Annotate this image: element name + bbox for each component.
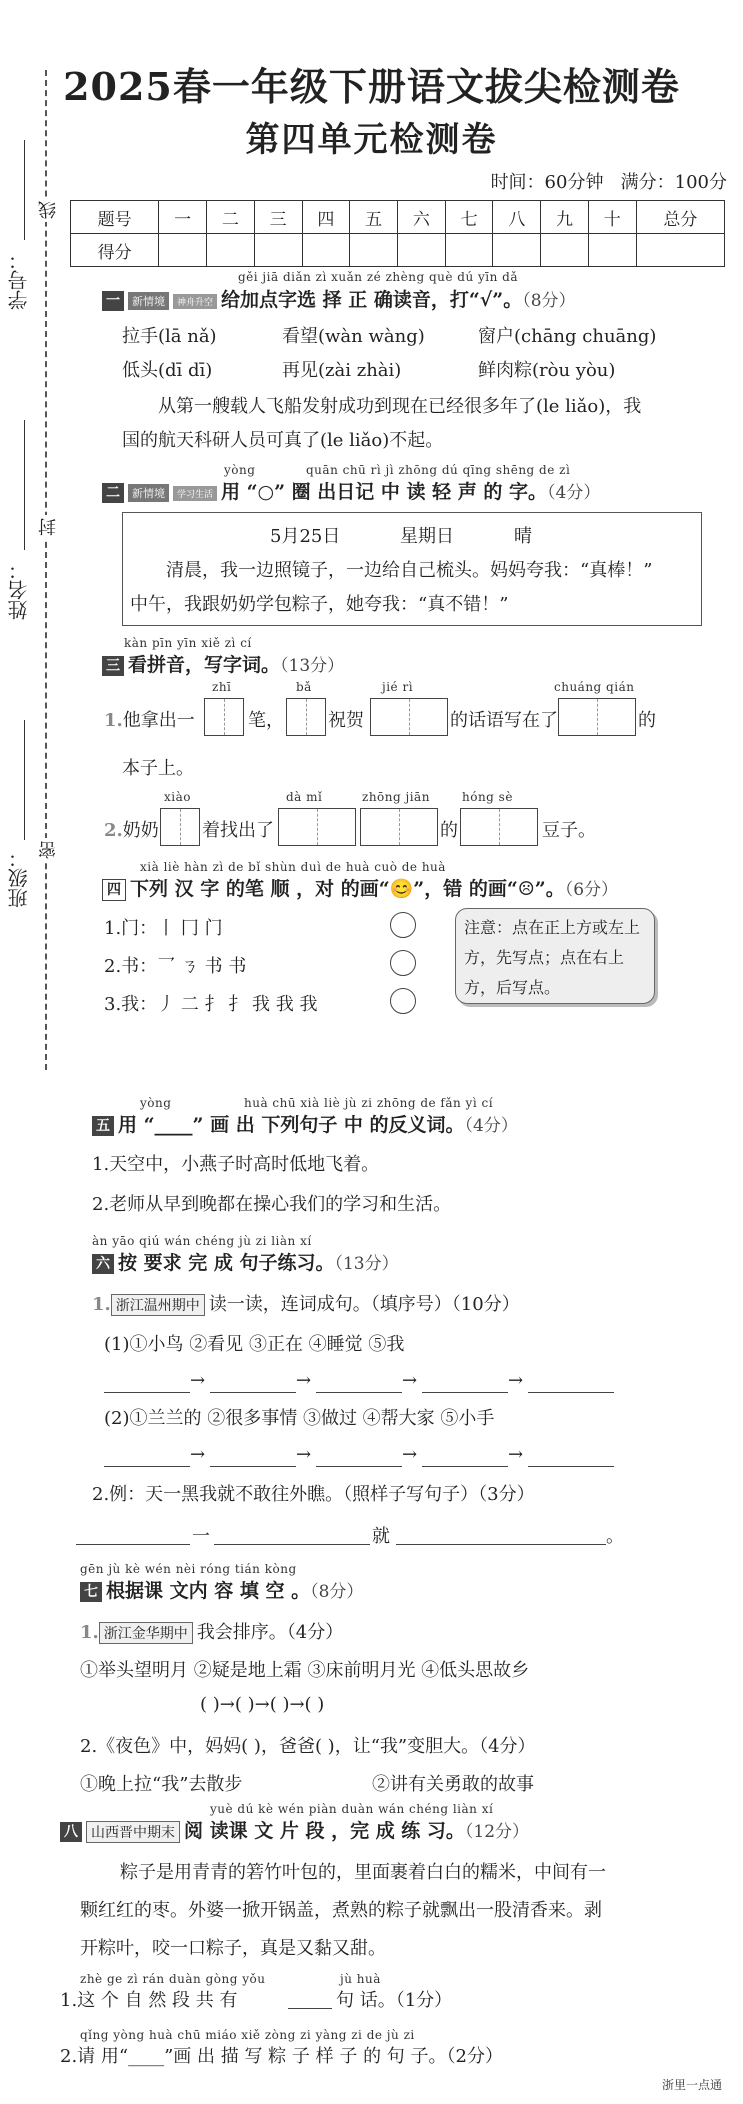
source-tag: 山西晋中期末 xyxy=(86,1821,180,1843)
sec1-pinyin: gěi jiā diǎn zì xuǎn zé zhèng què dú yīn dǎ xyxy=(238,270,519,284)
score-input-cell[interactable] xyxy=(541,234,589,267)
sec1-item: 窗户(chāng chuāng) xyxy=(478,326,657,347)
sec8-pinyin: yuè dú kè wén piàn duàn wán chéng liàn xí xyxy=(210,1802,494,1816)
answer-blank[interactable] xyxy=(210,1392,296,1393)
sec6-heading xyxy=(92,1248,399,1275)
score-table-cell: 五 xyxy=(350,201,398,234)
name-blank[interactable] xyxy=(24,420,25,550)
sec1-item: 再见(zài zhài) xyxy=(282,360,402,381)
sec3-pinyin: kàn pīn yīn xiě zì cí xyxy=(124,636,252,650)
diary-weather: 晴 xyxy=(514,526,532,547)
question-number: 1. xyxy=(104,710,123,731)
source-tag: 浙江温州期中 xyxy=(111,1294,205,1316)
name-label: 姓名： xyxy=(7,560,31,620)
score-table-cell: 题号 xyxy=(71,201,159,234)
sec1-brand: 新情境 xyxy=(128,292,169,310)
sec8-q1-pinyin: zhè ge zì rán duàn gòng yǒu xyxy=(80,1972,266,1986)
sec5-sentence[interactable]: 2.老师从早到晚都在操心我们的学习和生活。 xyxy=(92,1194,452,1215)
sec1-paragraph: 从第一艘载人飞船发射成功到现在已经很多年了(le liǎo)，我 xyxy=(158,396,642,417)
sec1-brand-sub: 神舟升空 xyxy=(173,294,217,309)
sec6-q2: 2.例：天一黑我就不敢往外瞧。（照样子写句子）（3分） xyxy=(92,1484,535,1505)
full-score: 满分：100分 xyxy=(620,172,727,193)
answer-blank[interactable] xyxy=(104,1392,190,1393)
answer-blank[interactable] xyxy=(76,1544,190,1545)
question-number: 2. xyxy=(104,820,123,841)
score-table-cell: 总分 xyxy=(636,201,724,234)
sec1-heading xyxy=(102,285,576,312)
sec7-q1 xyxy=(80,1618,343,1644)
sec7-option: ②讲有关勇敢的故事 xyxy=(372,1774,534,1795)
answer-blank[interactable] xyxy=(422,1466,508,1467)
student-id-blank[interactable] xyxy=(24,140,25,240)
tip-note: 注意：点在正上方或左上方，先写点；点在右上方，后写点。 xyxy=(455,908,655,1004)
score-table-cell: 七 xyxy=(445,201,493,234)
sec8-number: 八 xyxy=(60,1822,82,1842)
score-input-cell[interactable] xyxy=(159,234,207,267)
sec7-pinyin: gēn jù kè wén nèi róng tián kòng xyxy=(80,1562,297,1576)
writing-box[interactable] xyxy=(286,698,326,736)
sec1-score: （8分） xyxy=(522,291,576,311)
writing-box[interactable] xyxy=(278,808,356,846)
sec6-pinyin: àn yāo qiú wán chéng jù zi liàn xí xyxy=(92,1234,312,1248)
order-blanks[interactable]: ( )→( )→( )→( ) xyxy=(200,1694,325,1715)
sec6-q2-jiu: 就 xyxy=(372,1526,390,1547)
sec8-q2-pinyin: qǐng yòng huà chū miáo xiě zòng zi yàng zi de jù zi xyxy=(80,2028,415,2042)
sec1-title: 给加点字选 择 正 确读音，打“√”。 xyxy=(221,289,523,311)
watermark: 浙里一点通 xyxy=(662,2078,723,2092)
sec4-title: 下列 汉 字 的笔 顺 ，对 的画“😊”，错 的画“☹”。 xyxy=(130,878,565,900)
score-table-cell: 三 xyxy=(254,201,302,234)
arrow: → xyxy=(190,1444,206,1465)
arrow: → xyxy=(190,1370,206,1391)
arrow: → xyxy=(402,1370,418,1391)
sec3-q1-text: 笔， xyxy=(248,710,284,731)
answer-blank[interactable] xyxy=(396,1544,606,1545)
sec7-title: 根据课 文内 容 填 空 。 xyxy=(106,1580,311,1602)
answer-blank[interactable] xyxy=(210,1466,296,1467)
pinyin-hint: dà mǐ xyxy=(286,790,323,804)
sec8-q1-end: 句 话。（1分） xyxy=(336,1990,453,2011)
sec1-item: 低头(dī dī) xyxy=(122,360,213,381)
binding-mark-line: 线 xyxy=(36,198,62,222)
sec1-item: 看望(wàn wàng) xyxy=(282,326,425,347)
score-table-header-row xyxy=(71,201,725,234)
sec8-heading xyxy=(60,1816,529,1843)
sec3-heading xyxy=(102,650,344,677)
arrow: → xyxy=(296,1370,312,1391)
binding-mark-seal: 封 xyxy=(36,515,62,539)
answer-blank[interactable] xyxy=(104,1466,190,1467)
sec3-title: 看拼音，写字词。 xyxy=(128,654,281,676)
word-options: (1)①小鸟 ②看见 ③正在 ④睡觉 ⑤我 xyxy=(104,1334,405,1355)
source-tag: 浙江金华期中 xyxy=(99,1622,193,1644)
pinyin-hint: bǎ xyxy=(296,680,312,694)
sec2-title: 用 “○” 圈 出日记 中 读 轻 声 的 字。 xyxy=(221,481,547,503)
sec3-q2-text: 奶奶 xyxy=(122,820,159,841)
class-label: 班级： xyxy=(7,848,31,908)
score-table-cell: 八 xyxy=(493,201,541,234)
question-number: 1. xyxy=(92,1294,111,1315)
score-table-cell: 二 xyxy=(207,201,255,234)
sec5-score: （4分） xyxy=(464,1116,518,1136)
sec6-q1 xyxy=(92,1290,520,1316)
sec2-pinyin: yòng xyxy=(224,463,256,477)
pinyin-hint: zhī xyxy=(212,680,232,694)
answer-circle[interactable] xyxy=(390,950,416,976)
sec4-number: 四 xyxy=(102,879,126,901)
sec3-q1-text: 的话语写在了 xyxy=(450,710,558,731)
class-blank[interactable] xyxy=(24,720,25,840)
binding-mark-secret: 密 xyxy=(36,838,62,862)
sec3-q1-text: 他拿出一 xyxy=(122,710,195,731)
sec5-pinyin: yòng xyxy=(140,1096,172,1110)
page-subtitle: 第四单元检测卷 xyxy=(245,120,498,160)
pinyin-hint: xiào xyxy=(164,790,191,804)
sec6-q2-yi: 一 xyxy=(192,1526,210,1547)
score-table-score-row xyxy=(71,234,725,267)
answer-blank[interactable] xyxy=(422,1392,508,1393)
sec3-q2-text: 豆子。 xyxy=(542,820,596,841)
answer-blank[interactable] xyxy=(528,1392,614,1393)
sec7-q1-text: 我会排序。（4分） xyxy=(196,1622,344,1643)
question-number: 1. xyxy=(80,1622,99,1643)
score-table-cell: 十 xyxy=(588,201,636,234)
pinyin-hint: zhōng jiān xyxy=(362,790,430,804)
stroke-order-item: 3.我：丿 二 扌 扌 我 我 我 xyxy=(104,994,318,1015)
sec4-pinyin: xià liè hàn zì de bǐ shùn duì de huà cuò de huà xyxy=(140,860,446,874)
stroke-order-item: 1.门：丨 冂 门 xyxy=(104,918,223,939)
pinyin-hint: chuáng qián xyxy=(554,680,635,694)
poem-lines: ①举头望明月 ②疑是地上霜 ③床前明月光 ④低头思故乡 xyxy=(80,1660,530,1681)
answer-blank[interactable] xyxy=(528,1466,614,1467)
answer-blank[interactable] xyxy=(316,1466,402,1467)
sec3-q1 xyxy=(104,706,195,732)
answer-blank[interactable] xyxy=(316,1392,402,1393)
sec4-score: （6分） xyxy=(564,880,619,900)
score-table-cell: 九 xyxy=(541,201,589,234)
sec1-item: 拉手(lā nǎ) xyxy=(122,326,217,347)
sec6-q1-text: 读一读，连词成句。（填序号）（10分） xyxy=(208,1294,520,1315)
score-table xyxy=(70,200,725,267)
sec8-q1-pinyin: jù huà xyxy=(340,1972,381,1986)
score-input-cell[interactable] xyxy=(350,234,398,267)
stroke-order-item: 2.书：乛 ㄋ 书 书 xyxy=(104,956,247,977)
sec1-item: 鲜肉粽(ròu yòu) xyxy=(478,360,616,381)
exam-info xyxy=(491,168,727,194)
score-input-cell[interactable] xyxy=(397,234,445,267)
sec2-pinyin: quān chū rì jì zhōng dú qīng shēng de zì xyxy=(306,463,571,477)
word-options: (2)①兰兰的 ②很多事情 ③做过 ④帮大家 ⑤小手 xyxy=(104,1408,495,1429)
sec6-title: 按 要求 完 成 句子练习。 xyxy=(118,1252,335,1274)
diary-date: 5月25日 xyxy=(270,526,341,547)
score-input-cell[interactable] xyxy=(254,234,302,267)
score-input-cell[interactable] xyxy=(636,234,724,267)
sec2-number: 二 xyxy=(102,483,124,503)
sec8-q1: 1.这 个 自 然 段 共 有 xyxy=(60,1990,238,2011)
answer-blank[interactable] xyxy=(288,2008,332,2009)
diary-line[interactable]: 中午，我跟奶奶学包粽子，她夸我：“真不错！” xyxy=(130,594,509,615)
pinyin-hint: jié rì xyxy=(382,680,414,694)
pinyin-hint: hóng sè xyxy=(462,790,513,804)
writing-box[interactable] xyxy=(360,808,438,846)
diary-line[interactable]: 清晨，我一边照镜子，一边给自己梳头。妈妈夸我：“真棒！” xyxy=(166,560,653,581)
writing-box[interactable] xyxy=(160,808,200,846)
student-id-label: 学号： xyxy=(7,250,31,310)
sec8-title: 阅 读课 文 片 段 ，完 成 练 习。 xyxy=(184,1820,465,1842)
sec7-heading xyxy=(80,1576,363,1603)
sec2-heading xyxy=(102,477,600,504)
score-table-cell: 得分 xyxy=(71,234,159,267)
answer-circle[interactable] xyxy=(390,988,416,1014)
arrow: → xyxy=(296,1444,312,1465)
score-table-cell: 一 xyxy=(159,201,207,234)
arrow: → xyxy=(402,1444,418,1465)
sec2-brand: 新情境 xyxy=(128,484,169,502)
score-input-cell[interactable] xyxy=(302,234,350,267)
score-table-cell: 四 xyxy=(302,201,350,234)
sec8-q2: 2.请 用“____”画 出 描 写 粽 子 样 子 的 句 子。（2分） xyxy=(60,2046,503,2067)
sec3-q1-text: 的 xyxy=(638,710,656,731)
reading-paragraph: 粽子是用青青的箬竹叶包的，里面裹着白白的糯米，中间有一 xyxy=(120,1862,606,1883)
sec6-q2-end: 。 xyxy=(606,1526,624,1547)
time-limit: 时间：60分钟 xyxy=(490,172,604,193)
sec1-number: 一 xyxy=(102,291,124,311)
arrow: → xyxy=(508,1370,524,1391)
reading-paragraph: 颗红红的枣。外婆一掀开锅盖，煮熟的粽子就飘出一股清香来。剥 xyxy=(80,1900,602,1921)
diary-weekday: 星期日 xyxy=(400,526,454,547)
page-title: 2025春一年级下册语文拔尖检测卷 xyxy=(63,64,680,109)
sec7-score: （8分） xyxy=(310,1582,364,1602)
sec1-paragraph: 国的航天科研人员可真了(le liǎo)不起。 xyxy=(122,430,444,451)
sec3-q2-text: 着找出了 xyxy=(202,820,274,841)
reading-paragraph: 开粽叶，咬一口粽子，真是又黏又甜。 xyxy=(80,1938,386,1959)
sec3-q1-text: 祝贺 xyxy=(328,710,364,731)
score-table-cell: 六 xyxy=(397,201,445,234)
sec5-heading xyxy=(92,1110,518,1137)
sec5-sentence[interactable]: 1.天空中，小燕子时高时低地飞着。 xyxy=(92,1154,380,1175)
sec2-brand-sub: 学习生活 xyxy=(173,486,217,501)
sec7-option: ①晚上拉“我”去散步 xyxy=(80,1774,243,1795)
answer-blank[interactable] xyxy=(214,1544,370,1545)
sec4-heading xyxy=(102,874,618,901)
answer-circle[interactable] xyxy=(390,912,416,938)
score-input-cell[interactable] xyxy=(207,234,255,267)
sec6-score: （13分） xyxy=(334,1254,399,1274)
writing-box[interactable] xyxy=(460,808,538,846)
sec7-number: 七 xyxy=(80,1582,102,1602)
sec7-q2[interactable]: 2.《夜色》中，妈妈( )，爸爸( )，让“我”变胆大。（4分） xyxy=(80,1736,536,1757)
sec3-q2 xyxy=(104,816,159,842)
sec3-q2-text: 的 xyxy=(440,820,458,841)
writing-box[interactable] xyxy=(204,698,244,736)
sec5-title: 用 “____” 画 出 下列句子 中 的反义词。 xyxy=(118,1114,465,1136)
sec8-score: （12分） xyxy=(464,1822,530,1842)
sec5-number: 五 xyxy=(92,1116,114,1136)
sec3-score: （13分） xyxy=(280,656,345,676)
arrow: → xyxy=(508,1444,524,1465)
score-input-cell[interactable] xyxy=(445,234,493,267)
sec2-score: （4分） xyxy=(547,483,601,503)
score-input-cell[interactable] xyxy=(588,234,636,267)
sec5-pinyin: huà chū xià liè jù zi zhōng de fǎn yì cí xyxy=(244,1096,494,1110)
writing-box[interactable] xyxy=(370,698,448,736)
writing-box[interactable] xyxy=(558,698,636,736)
sec3-q1-text: 本子上。 xyxy=(122,758,194,779)
score-input-cell[interactable] xyxy=(493,234,541,267)
sec6-number: 六 xyxy=(92,1254,114,1274)
sec3-number: 三 xyxy=(102,656,124,676)
